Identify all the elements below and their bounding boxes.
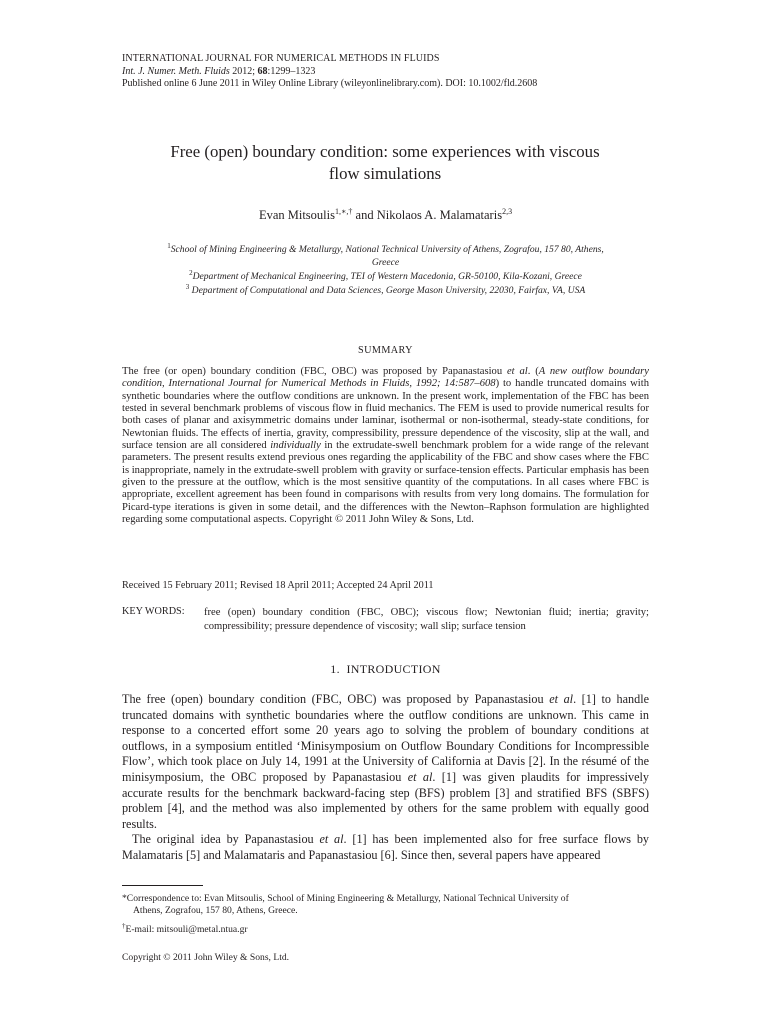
- citation-volume: 68: [257, 65, 268, 77]
- footnote-mark: †: [122, 922, 126, 930]
- journal-name: INTERNATIONAL JOURNAL FOR NUMERICAL METHODS IN FLUIDS: [122, 53, 440, 64]
- affiliation-1: [122, 240, 649, 269]
- keywords-text: free (open) boundary condition (FBC, OBC); viscous flow; Newtonian fluid; inertia; gravity; compressibility; pressure dependence of viscosity; wall slip; surface tension: [204, 607, 649, 632]
- affiliation-mark: 3: [185, 283, 190, 291]
- article-title: [110, 141, 660, 185]
- footnote-rule: [122, 885, 203, 886]
- author-joiner: and: [352, 208, 377, 223]
- author-line: [122, 207, 649, 223]
- received-dates: Received 15 February 2011; Revised 18 April 2011; Accepted 24 April 2011: [122, 580, 434, 591]
- footnote-correspondence: *Correspondence to: Evan Mitsoulis, School of Mining Engineering & Metallurgy, National Technical University of Athens, Zografou, 157 80, Athens, Greece.: [122, 893, 569, 916]
- affiliation-mark: 2: [189, 269, 193, 277]
- footnote-email: †E-mail: mitsouli@metal.ntua.gr: [122, 922, 248, 936]
- author-2: Nikolaos A. Malamataris: [376, 208, 503, 223]
- keywords-label: KEY WORDS:: [122, 606, 185, 617]
- published-online: Published online 6 June 2011 in Wiley Online Library (wileyonlinelibrary.com). DOI: 10.1002/fld.2608: [122, 78, 538, 89]
- title-line-2: flow simulations: [328, 164, 442, 183]
- section-heading-introduction: 1. INTRODUCTION: [330, 662, 441, 676]
- summary-heading: SUMMARY: [358, 345, 413, 356]
- abstract-reference: A new outflow boundary condition, International Journal for Numerical Methods in Fluids, 1992; 14:587–608: [122, 366, 649, 390]
- affiliation-mark: 1: [167, 242, 171, 250]
- introduction-body: [122, 692, 649, 864]
- author-1: Evan Mitsoulis: [258, 208, 335, 223]
- author-2-marks: 2,3: [502, 207, 513, 216]
- affiliation-text: School of Mining Engineering & Metallurgy, National Technical University of Athens, Zografou, 157 80, Athens,: [170, 244, 604, 256]
- affiliation-text: Department of Computational and Data Sciences, George Mason University, 22030, Fairfax, VA, USA: [191, 285, 586, 297]
- citation-abbrev: Int. J. Numer. Meth. Fluids: [122, 65, 230, 77]
- copyright-footer: Copyright © 2011 John Wiley & Sons, Ltd.: [122, 952, 290, 963]
- affiliation-text-cont: Greece: [371, 256, 400, 268]
- affiliation-text: Department of Mechanical Engineering, TEI of Western Macedonia, GR-50100, Kila-Kozani, Greece: [192, 271, 582, 283]
- journal-header: [122, 53, 652, 91]
- body-paragraph: The original idea by Papanastasiou et al. [1] has been implemented also for free surface flows by Malamataris [5] and Malamataris and Papanastasiou [6]. Since then, several papers have appeared: [122, 832, 650, 862]
- title-line-1: Free (open) boundary condition: some experiences with viscous: [170, 142, 600, 161]
- author-1-marks: 1,∗,†: [334, 207, 353, 216]
- abstract-paragraph: The free (or open) boundary condition (FBC, OBC) was proposed by Papanastasiou et al. (A new outflow boundary condition, International Journal for Numerical Methods in Fluids, 1992; 14:587–608) to handle truncated domains with synthetic boundaries where the outflow conditions are unknown. In the present work, implementation of the FBC has been tested in several benchmark problems of viscous flow in fluid mechanics. The FEM is used to provide numerical results for both cases of planar and axisymmetric domains under laminar, isothermal or non-isothermal, steady-state conditions, for Newtonian fluids. The effects of inertia, gravity, compressibility, pressure dependence of the viscosity, slip at the wall, and surface tension are all considered individually in the extrudate-swell benchmark problem for a wide range of the relevant parameters. The present results extend previous ones regarding the applicability of the FBC and show cases where the FBC is inappropriate, namely in the extrudate-swell problem with gravity or surface-tension effects. Particular emphasis has been given to the pressure at the outflow, which is the most sensitive quantity of the computations. In all cases where FBC is appropriate, excellent agreement has been found in comparisons with results from very long domains. The formulation for Picard-type iterations is given in some detail, and the differences with the Newton–Raphson formulation are highlighted regarding some computational aspects. Copyright © 2011 John Wiley & Sons, Ltd.: [122, 366, 650, 526]
- citation-year: 2012;: [232, 65, 256, 77]
- citation-pages: :1299–1323: [267, 65, 316, 77]
- citation-line: [122, 66, 652, 79]
- affiliation-3: [122, 281, 649, 298]
- body-paragraph: The free (open) boundary condition (FBC, OBC) was proposed by Papanastasiou et al. [1] to handle truncated domains with synthetic boundaries where the outflow conditions are unknown. This came in response to a concerted effort some 20 years ago to solving the problem of boundary conditions at outflows, in a symposium entitled ‘Minisymposium on Outflow Boundary Conditions for Incompressible Flow’, which took place on July 14, 1991 at the University of California at Davis [2]. In the résumé of the minisymposium, the OBC proposed by Papanastasiou et al. [1] was given plaudits for impressively accurate results for the benchmark backward-facing step (BFS) problem [3] and stratified BFS (SBFS) problem [4], and the method was also implemented by others for the same problem with equally good results.: [122, 692, 650, 831]
